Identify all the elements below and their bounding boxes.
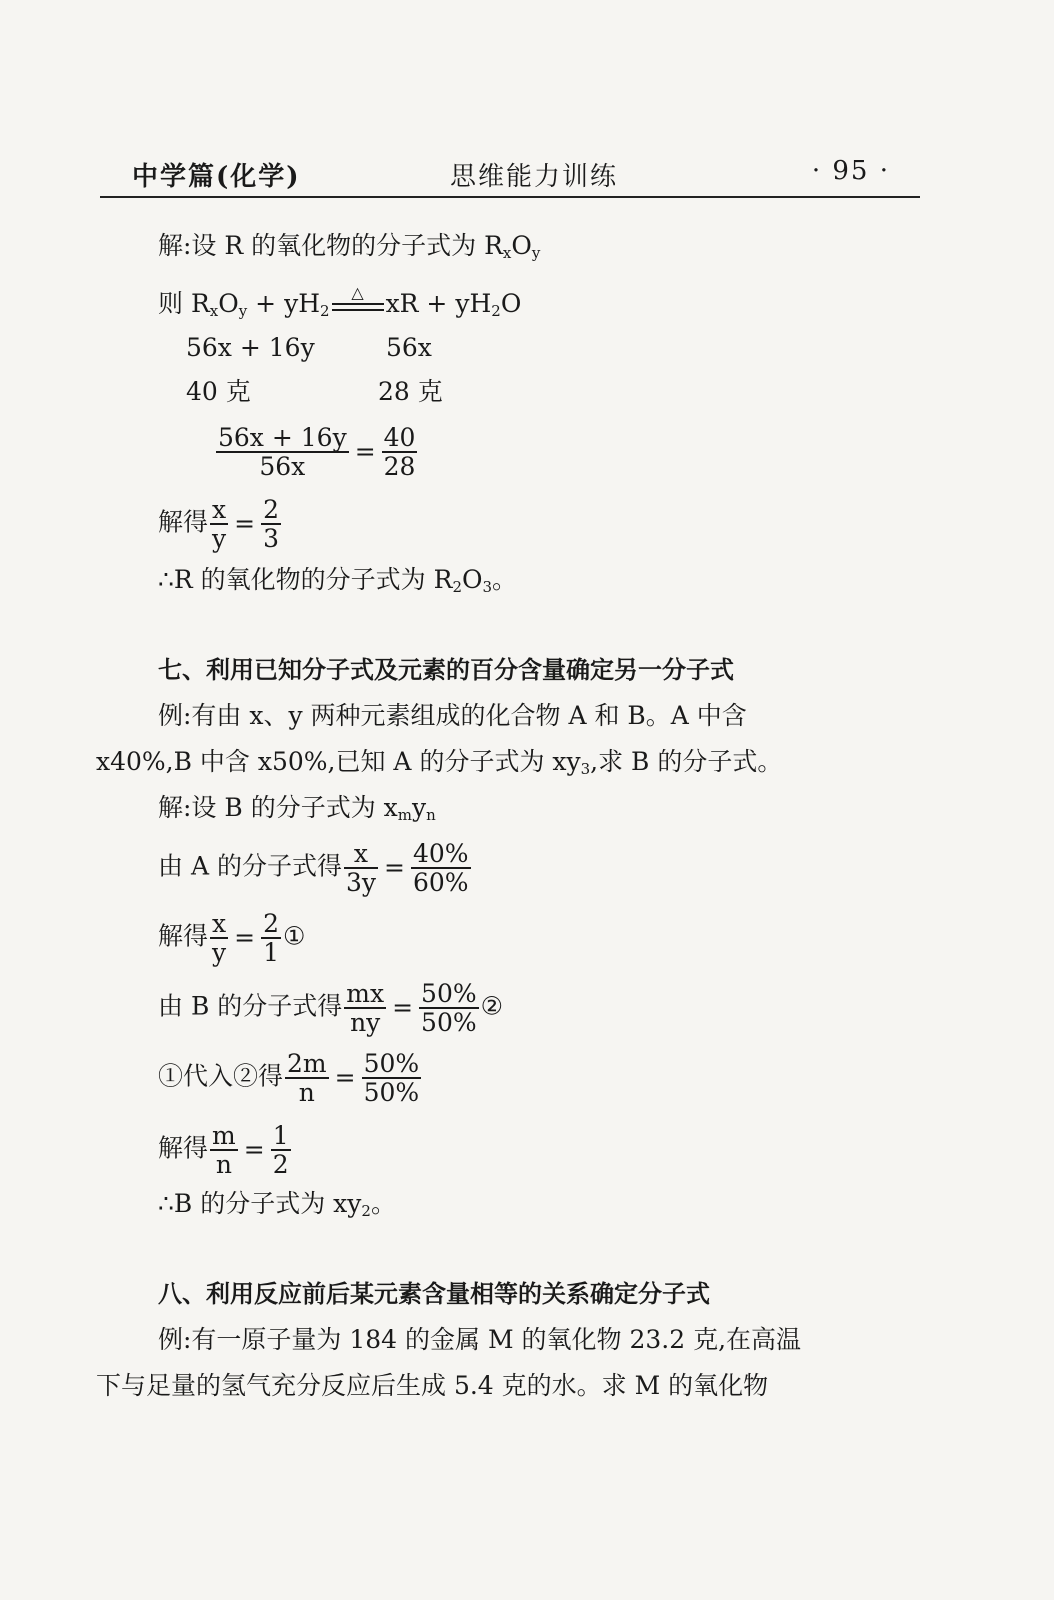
fraction: $\frac{56x + 16y}{56x}$ (218, 423, 347, 481)
solve-mn-line: 解得 $\frac{m}{n}$ = $\frac{1}{2}$ (158, 1121, 289, 1179)
section7-heading: 七、利用已知分子式及元素的百分含量确定另一分子式 (158, 656, 734, 684)
ratio-equation: $\frac{56x + 16y}{56x}$ = $\frac{40}{28}$ (218, 423, 416, 481)
fraction: $\frac{50\%}{50\%}$ (421, 979, 477, 1037)
fraction: $\frac{x}{y}$ (212, 495, 227, 553)
section8-example-line2: 下与足量的氢气充分反应后生成 5.4 克的水。求 M 的氧化物 (96, 1371, 769, 1400)
given-mass-right: 28 克 (378, 377, 443, 406)
fraction: $\frac{x}{y}$ (212, 909, 227, 967)
fraction: $\frac{2}{3}$ (263, 495, 279, 553)
fraction: $\frac{40}{28}$ (383, 423, 416, 481)
section7-example-line2: x40%,B 中含 x50%,已知 A 的分子式为 $xy_3$,求 B 的分子式。 (96, 747, 783, 778)
running-header (100, 148, 920, 198)
fraction: $\frac{mx}{ny}$ (346, 979, 385, 1037)
a-formula-ratio: 由 A 的分子式得 $\frac{x}{3y}$ = $\frac{40\%}{60\%}$ (158, 839, 469, 897)
heating-triangle-icon: △ (351, 282, 364, 302)
header-chapter-title: 思维能力训练 (450, 162, 619, 192)
section7-setup-line: 解:设 B 的分子式为 $x_my_n$ (158, 793, 436, 824)
reaction-equation: 则 $R_xO_y + yH_2$ △ xR + $yH_2O$ (158, 288, 521, 320)
section7-example-line1: 例:有由 x、y 两种元素组成的化合物 A 和 B。A 中含 (158, 701, 747, 730)
section6-conclusion: ∴R 的氧化物的分子式为 $R_2O_3$。 (158, 565, 518, 596)
given-mass-left: 40 克 (186, 377, 251, 406)
section8-heading: 八、利用反应前后某元素含量相等的关系确定分子式 (158, 1280, 710, 1308)
heat-condition-arrow (332, 282, 384, 313)
substitution-line: ①代入②得 $\frac{2m}{n}$ = $\frac{50\%}{50\%}$ (158, 1049, 420, 1107)
section7-conclusion: ∴B 的分子式为 $xy_2$。 (158, 1189, 396, 1220)
equation-one: 解得 $\frac{x}{y}$ = $\frac{2}{1}$ ① (158, 909, 306, 967)
header-book-title: 中学篇(化学) (132, 162, 301, 192)
fraction: $\frac{50\%}{50\%}$ (363, 1049, 420, 1107)
fraction: $\frac{x}{3y}$ (345, 839, 376, 897)
solve-ratio-line: 解得 $\frac{x}{y}$ = $\frac{2}{3}$ (158, 495, 279, 553)
fraction: $\frac{2}{1}$ (263, 909, 279, 967)
fraction: $\frac{1}{2}$ (272, 1121, 289, 1179)
molar-mass-left: 56x + 16y (186, 333, 315, 362)
section8-example-line1: 例:有一原子量为 184 的金属 M 的氧化物 23.2 克,在高温 (158, 1325, 802, 1354)
fraction: $\frac{40\%}{60\%}$ (412, 839, 469, 897)
page-number: · 95 · (811, 156, 890, 186)
fraction: $\frac{m}{n}$ (212, 1121, 236, 1179)
fraction: $\frac{2m}{n}$ (287, 1049, 327, 1107)
equation-two: 由 B 的分子式得 $\frac{mx}{ny}$ = $\frac{50\%}{50\%}$ ② (158, 979, 504, 1037)
solution-setup-line: 解:设 R 的氧化物的分子式为 $R_xO_y$ (158, 231, 541, 262)
molar-mass-right: 56x (386, 333, 432, 362)
